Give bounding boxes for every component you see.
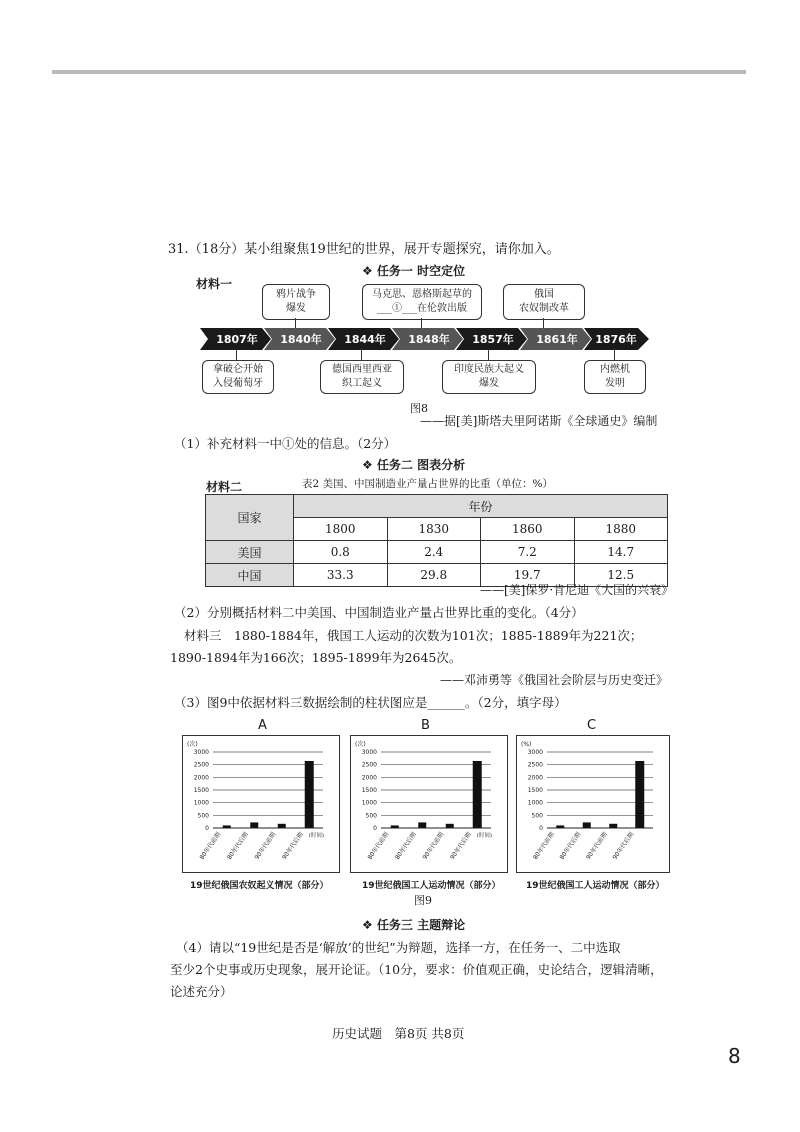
table-year-cell: 1830	[387, 518, 481, 541]
y-tick-label: 0	[539, 825, 543, 832]
chart-a-plot	[183, 736, 339, 872]
timeline	[200, 328, 650, 350]
bar	[583, 822, 591, 828]
material2-source: ——[美]保罗·肯尼迪《大国的兴衰》	[480, 583, 674, 597]
chart-a-letter: A	[258, 718, 267, 733]
connector	[488, 350, 489, 360]
figure8-caption: 图8	[410, 402, 428, 415]
event-combustion-engine	[584, 360, 646, 394]
material3-source: ——邓沛勇等《俄国社会阶层与历史变迁》	[440, 673, 669, 687]
question-3: （3）图9中依据材料三数据绘制的柱状图应是______。（2分，填字母）	[174, 695, 567, 710]
event-opium-war	[262, 284, 330, 320]
year-1876: 1876年	[595, 333, 637, 346]
y-tick-label: 2000	[193, 774, 209, 782]
event-text: 发明	[605, 378, 625, 389]
y-tick-label: 0	[373, 825, 377, 832]
event-text: 印度民族大起义	[454, 364, 524, 375]
table-header-country: 国家	[206, 495, 294, 541]
chart-b	[350, 735, 508, 873]
table-year-cell: 1800	[294, 518, 388, 541]
event-text: ___①___在伦敦出版	[377, 303, 467, 314]
x-tick-label: 80年代前期	[366, 831, 391, 862]
y-tick-label: 500	[197, 812, 209, 820]
event-silesian-weavers	[320, 360, 404, 394]
year-1807: 1807年	[216, 333, 258, 346]
year-1861: 1861年	[536, 333, 578, 346]
chart-b-plot	[351, 736, 507, 872]
question-header: 31.（18分）某小组聚焦19世纪的世界，展开专题探究，请你加入。	[168, 242, 560, 257]
question-4-line2: 至少2个史事或历史现象，展开论证。（10分，要求：价值观正确，史论结合，逻辑清晰，	[170, 962, 663, 977]
x-tick-label: 90年代后期	[449, 831, 473, 862]
figure9-caption: 图9	[414, 894, 432, 907]
event-text: 鸦片战争	[276, 289, 316, 300]
top-rule	[52, 70, 746, 74]
chart-c-letter: C	[587, 718, 597, 733]
x-tick-label: 90年代后期	[611, 831, 636, 862]
bar	[446, 824, 454, 828]
table-value-cell: 0.8	[294, 541, 388, 564]
bar	[418, 822, 426, 828]
year-1840: 1840年	[280, 333, 322, 346]
x-tick-label: 80年代前期	[198, 831, 223, 862]
event-serfdom-reform	[503, 284, 585, 320]
connector	[614, 350, 615, 360]
table-country-cell: 中国	[206, 564, 294, 587]
x-tick-label: 90年代前期	[585, 831, 609, 862]
y-tick-label: 2000	[361, 774, 377, 782]
year-1848: 1848年	[408, 333, 450, 346]
x-tick-label: 90年代前期	[421, 831, 446, 862]
event-text: 德国西里西亚	[332, 364, 392, 375]
table2	[205, 494, 668, 587]
table-year-cell: 1860	[481, 518, 575, 541]
chart-a	[182, 735, 340, 873]
connector	[421, 318, 422, 328]
x-tick-label: 80年代前期	[532, 831, 556, 862]
y-tick-label: 1000	[193, 799, 209, 807]
table-value-cell: 19.7	[481, 564, 575, 587]
task1-title: ❖ 任务一 时空定位	[362, 264, 466, 278]
event-text: 织工起义	[342, 378, 382, 389]
chart-c	[516, 735, 670, 873]
page-number: 8	[728, 1044, 741, 1068]
material1-label: 材料一	[196, 277, 233, 291]
task3-title: ❖ 任务三 主题辩论	[362, 918, 466, 932]
table-value-cell: 33.3	[294, 564, 388, 587]
bar	[556, 825, 564, 828]
connector	[543, 318, 544, 328]
x-tick-label: 90年代后期	[281, 831, 305, 862]
question-4-line1: （4）请以“19世纪是否是‘解放’的世纪”为辩题，选择一方，在任务一、二中选取	[176, 940, 621, 955]
y-tick-label: 2500	[527, 761, 543, 769]
footer-page-info: 历史试题 第8页 共8页	[332, 1026, 465, 1041]
event-text: 俄国	[534, 289, 554, 300]
table-value-cell: 14.7	[574, 541, 668, 564]
y-tick-label: 3000	[527, 749, 543, 756]
bar	[391, 825, 399, 828]
event-text: 马克思、恩格斯起草的	[372, 289, 472, 300]
question-1: （1）补充材料一中①处的信息。（2分）	[174, 436, 397, 451]
event-text: 拿破仑开始	[213, 364, 263, 375]
bar	[473, 761, 482, 828]
year-1857: 1857年	[472, 333, 514, 346]
y-tick-label: 1500	[527, 787, 543, 794]
event-text: 爆发	[286, 303, 306, 314]
event-napoleon	[202, 360, 274, 394]
x-tick-label: 90年代前期	[253, 831, 278, 862]
y-tick-label: 2500	[361, 761, 377, 769]
material3-line2: 1890-1894年为166次；1895-1899年为2645次。	[170, 650, 462, 665]
y-tick-label: 2500	[193, 761, 209, 769]
bar	[635, 761, 644, 828]
chart-c-plot	[517, 736, 669, 872]
x-axis-unit: (时间)	[308, 833, 324, 839]
y-tick-label: 3000	[361, 749, 377, 756]
y-tick-label: 500	[531, 812, 543, 820]
table-header-year: 年份	[294, 495, 668, 518]
y-tick-label: 3000	[193, 749, 209, 756]
bar	[278, 824, 286, 828]
y-axis-unit: (次)	[187, 741, 198, 748]
table-year-cell: 1880	[574, 518, 668, 541]
y-tick-label: 0	[205, 825, 209, 832]
chart-c-caption: 19世纪俄国工人运动情况（部分）	[526, 881, 665, 891]
y-tick-label: 1000	[361, 799, 377, 807]
event-text: 入侵葡萄牙	[213, 378, 263, 389]
y-tick-label: 1500	[361, 787, 377, 794]
bar	[250, 822, 258, 828]
table2-caption: 表2 美国、中国制造业产量占世界的比重（单位：%）	[302, 478, 553, 490]
event-manifesto	[362, 284, 482, 320]
material3-line1: 材料三 1880-1884年，俄国工人运动的次数为101次；1885-1889年为221次；	[184, 628, 643, 643]
bar	[305, 761, 314, 828]
connector	[236, 350, 237, 360]
table-country-cell: 美国	[206, 541, 294, 564]
y-tick-label: 500	[365, 812, 377, 820]
y-axis-unit: (次)	[355, 741, 366, 748]
question-4-line3: 论述充分）	[170, 984, 233, 999]
x-tick-label: 80年代后期	[394, 831, 418, 862]
x-axis-unit: (时间)	[476, 833, 492, 839]
x-tick-label: 80年代后期	[226, 831, 250, 862]
material2-label: 材料二	[206, 480, 243, 494]
year-1844: 1844年	[344, 333, 386, 346]
table-row	[206, 541, 668, 564]
event-text: 内燃机	[600, 364, 630, 375]
event-text: 农奴制改革	[519, 303, 569, 314]
table-value-cell: 29.8	[387, 564, 481, 587]
x-tick-label: 80年代后期	[558, 831, 583, 862]
y-tick-label: 1500	[193, 787, 209, 794]
table-value-cell: 7.2	[481, 541, 575, 564]
event-indian-rebellion	[442, 360, 536, 394]
chart-b-caption: 19世纪俄国工人运动情况（部分）	[362, 881, 501, 891]
task2-title: ❖ 任务二 图表分析	[362, 458, 466, 472]
event-text: 爆发	[479, 378, 499, 389]
y-tick-label: 2000	[527, 774, 543, 782]
chart-a-caption: 19世纪俄国农奴起义情况（部分）	[190, 881, 329, 891]
material1-source: ——据[美]斯塔夫里阿诺斯《全球通史》编制	[420, 414, 658, 428]
bar	[609, 824, 617, 828]
table-value-cell: 12.5	[574, 564, 668, 587]
connector	[295, 318, 296, 328]
y-tick-label: 1000	[527, 799, 543, 807]
table-value-cell: 2.4	[387, 541, 481, 564]
bar	[223, 825, 231, 828]
question-2: （2）分别概括材料二中美国、中国制造业产量占世界比重的变化。（4分）	[174, 605, 584, 620]
chart-b-letter: B	[421, 718, 430, 733]
y-axis-unit: (%)	[521, 741, 532, 748]
connector	[361, 350, 362, 360]
